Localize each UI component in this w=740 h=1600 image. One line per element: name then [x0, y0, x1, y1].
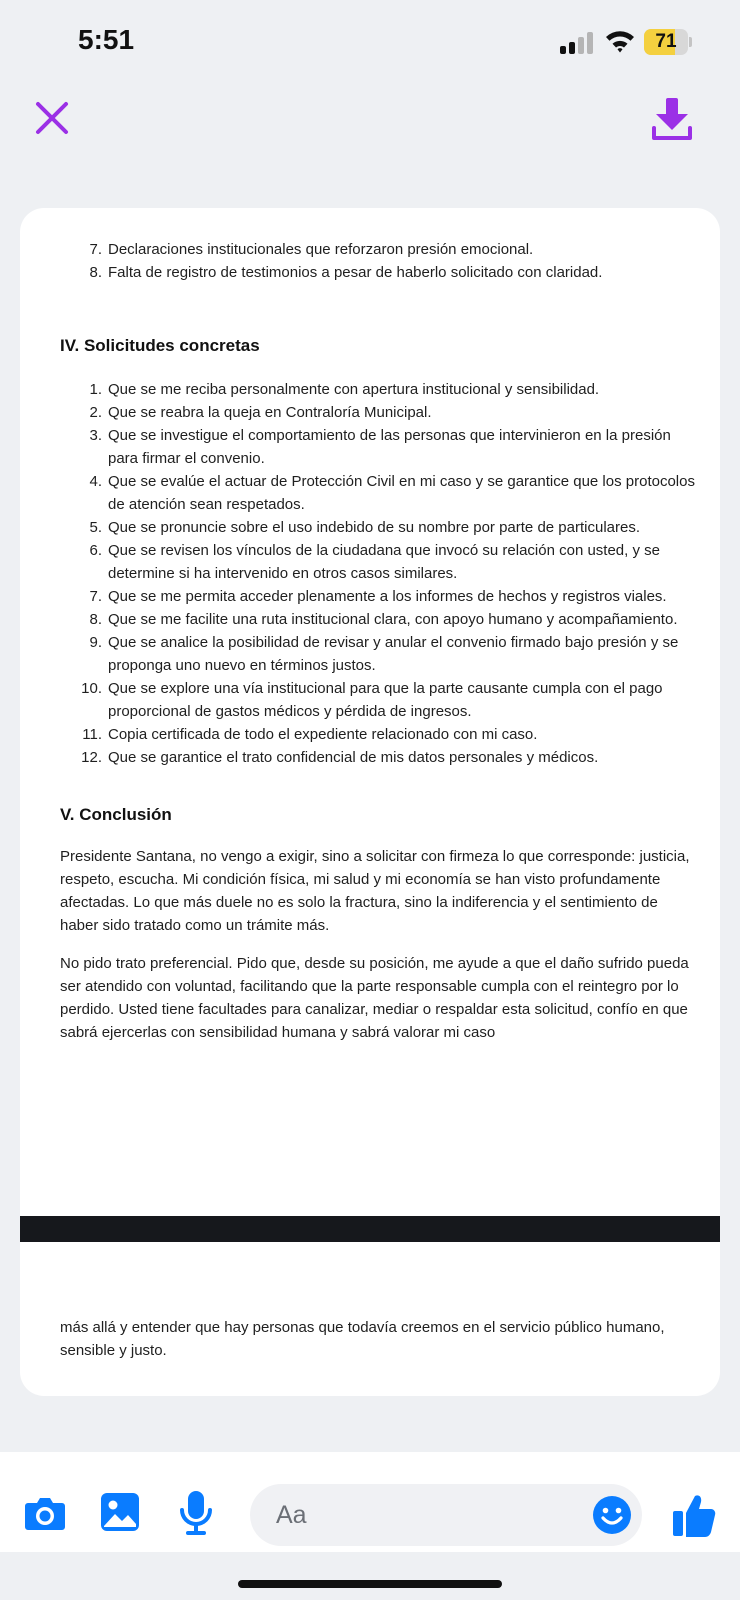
close-icon[interactable] — [30, 96, 74, 140]
list-item: 9. Que se analice la posibilidad de revisar y anular el convenio firmado bajo presión y se proponga uno nuevo en términos justos. — [89, 634, 679, 674]
section-title-solicitudes: IV. Solicitudes concretas — [60, 336, 260, 355]
next-page-paragraph: más allá y entender que hay personas que todavía creemos en el servicio público humano, sensible y justo. — [60, 1319, 665, 1359]
section-title-conclusion: V. Conclusión — [60, 805, 172, 824]
document-page-upper — [20, 208, 720, 1216]
status-bar — [0, 0, 740, 82]
emoji-icon[interactable] — [592, 1495, 632, 1535]
list-item: 11. Copia certificada de todo el expediente relacionado con mi caso. — [82, 726, 538, 743]
message-input[interactable] — [250, 1484, 642, 1546]
page-separator — [20, 1216, 720, 1242]
list-item: 5. Que se pronuncie sobre el uso indebido de su nombre por parte de particulares. — [89, 519, 640, 536]
document-page-next — [20, 1316, 720, 1362]
conclusion-paragraph-2: No pido trato preferencial. Pido que, desde su posición, me ayude a que el daño sufrido pueda ser atendido con voluntad, facilitando que la parte responsable cumpla con el reintegro por lo perdido. Usted tiene facultades para canalizar, mediar o respaldar esta solicitud, confío en que sabrá ejercerlas con sensibilidad humana y sabrá valorar mi caso — [60, 955, 689, 1041]
battery-icon — [644, 29, 692, 55]
list-item: 10. Que se explore una vía institucional para que la parte causante cumpla con el pago proporcional de gastos médicos y pérdida de ingresos. — [81, 680, 663, 720]
list-item: 7. Que se me permita acceder plenamente a los informes de hechos y registros viales. — [89, 588, 667, 605]
previous-list — [60, 238, 698, 284]
thumbs-up-icon[interactable] — [672, 1492, 716, 1538]
list-item: 6. Que se revisen los vínculos de la ciudadana que invocó su relación con usted, y se determine si ha intervenido en otros casos similares. — [89, 542, 660, 582]
list-item: 3. Que se investigue el comportamiento de las personas que intervinieron en la presión para firmar el convenio. — [89, 427, 671, 467]
list-item: 12. Que se garantice el trato confidencial de mis datos personales y médicos. — [81, 749, 599, 766]
download-icon[interactable] — [650, 96, 694, 144]
cellular-signal-icon — [560, 32, 594, 54]
list-item: 2. Que se reabra la queja en Contraloría Municipal. — [89, 404, 432, 421]
requests-list — [60, 378, 698, 769]
document-page[interactable] — [20, 208, 720, 1396]
microphone-icon[interactable] — [178, 1490, 214, 1536]
camera-icon[interactable] — [24, 1495, 66, 1531]
status-time: 5:51 — [78, 24, 135, 55]
list-item: 8. Que se me facilite una ruta institucional clara, con apoyo humano y acompañamiento. — [89, 611, 678, 628]
list-item: 1. Que se me reciba personalmente con apertura institucional y sensibilidad. — [89, 381, 600, 398]
list-item: 7. Declaraciones institucionales que reforzaron presión emocional. — [89, 241, 534, 258]
list-item: 8. Falta de registro de testimonios a pesar de haberlo solicitado con claridad. — [89, 264, 603, 281]
conclusion-paragraph-1: Presidente Santana, no vengo a exigir, sino a solicitar con firmeza lo que corresponde: justicia, respeto, escucha. Mi condición física, mi salud y mi economía se han visto profundamente afectadas. Lo que más duele no es solo la fractura, sino la indiferencia y el sentimiento de haber sido tratado como un trámite más. — [60, 848, 690, 934]
home-indicator — [238, 1580, 502, 1588]
list-item: 4. Que se evalúe el actuar de Protección Civil en mi caso y se garantice que los protocolos de atención sean respetados. — [89, 473, 695, 513]
wifi-icon — [604, 28, 636, 54]
message-placeholder: Aa — [276, 1501, 307, 1529]
battery-percent: 71 — [655, 31, 677, 52]
message-composer — [0, 1452, 740, 1552]
gallery-icon[interactable] — [100, 1492, 140, 1532]
